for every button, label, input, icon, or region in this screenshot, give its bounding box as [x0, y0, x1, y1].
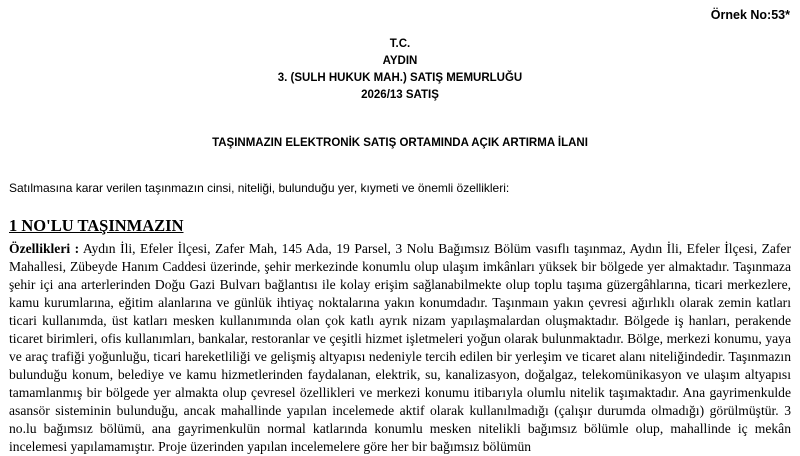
header-line-office: 3. (SULH HUKUK MAH.) SATIŞ MEMURLUĞU [277, 72, 523, 84]
intro-text: Satılmasına karar verilen taşınmazın cinsi, niteliği, bulunduğu yer, kıymeti ve önemli özellikleri: [9, 181, 510, 195]
document-header [0, 36, 800, 104]
features-text: Aydın İli, Efeler İlçesi, Zafer Mah, 145 Ada, 19 Parsel, 3 Nolu Bağımsız Bölüm vasıflı taşınmaz, Aydın İli, Efeler İlçesi, Zafer Mahallesi, Zübeyde Hanım Caddesi üzerinde, şehir merkezinde konumlu olup ulaşım imkânları yüksek bir bölgede yer almaktadır. Taşınmaza şehir içi ana arterlerinden Doğu Gazi Bulvarı bağlantısı ile kolay erişim sağlanabilmekte olup toplu taşıma güzergâhlarına, ticari merkezlere, kamu kurumlarına, eğitim alanlarına ve günlük ihtiyaç noktalarına yakın konumdadır. Taşınmaın yakın çevresi ağırlıklı olarak zemin katları ticari kullanımda, üst katları mesken kullanımında olan çok katlı ayrık nizam yapılaşmalardan oluşmaktadır. Bölgede iş hanları, perakende ticaret birimleri, ofis kullanımları, bankalar, restoranlar ve çeşitli hizmet işletmeleri yoğun olarak bulunmaktadır. Bölge, merkezi konumu, yaya ve araç trafiği yoğunluğu, ticari hareketliliği ve gelişmiş altyapısı nedeniyle tercih edilen bir yerleşim ve ticaret alanı niteliğindedir. Taşınmazın bulunduğu konum, belediye ve kamu hizmetlerinden faydalanan, elektrik, su, kanalizasyon, doğalgaz, telekomünikasyon ve ulaşım altyapısı tamamlanmış bir bölgede yer almakta olup çevresel özellikleri ve merkezi konumu itibarıyla olumlu nitelik taşımaktadır. Ana gayrimenkulde asansör sisteminin bulunduğu, ancak mahallinde yapılan incelemede aktif olarak kullanılmadığı (çalışır durumda olmadığı) görülmüştür. 3 no.lu bağımsız bölümü, ana gayrimenkulün normal katlarında konumlu mesken nitelikli bağımsız bölümle olup, mahallinde iç mekân incelemesi yapılamamıştır. Proje üzerinden yapılan incelemelere göre her bir bağımsız bölümün [9, 241, 791, 454]
header-line-tc: T.C. [389, 38, 411, 50]
document-reference: Örnek No:53* [710, 8, 790, 22]
header-line-city: AYDIN [382, 55, 418, 67]
notice-title: TAŞINMAZIN ELEKTRONİK SATIŞ ORTAMINDA AÇIK ARTIRMA İLANI [212, 137, 588, 149]
features-paragraph [9, 240, 791, 456]
header-line-case: 2026/13 SATIŞ [361, 89, 439, 101]
features-label: Özellikleri : [9, 241, 80, 256]
section-title: 1 NO'LU TAŞINMAZIN [9, 216, 184, 235]
